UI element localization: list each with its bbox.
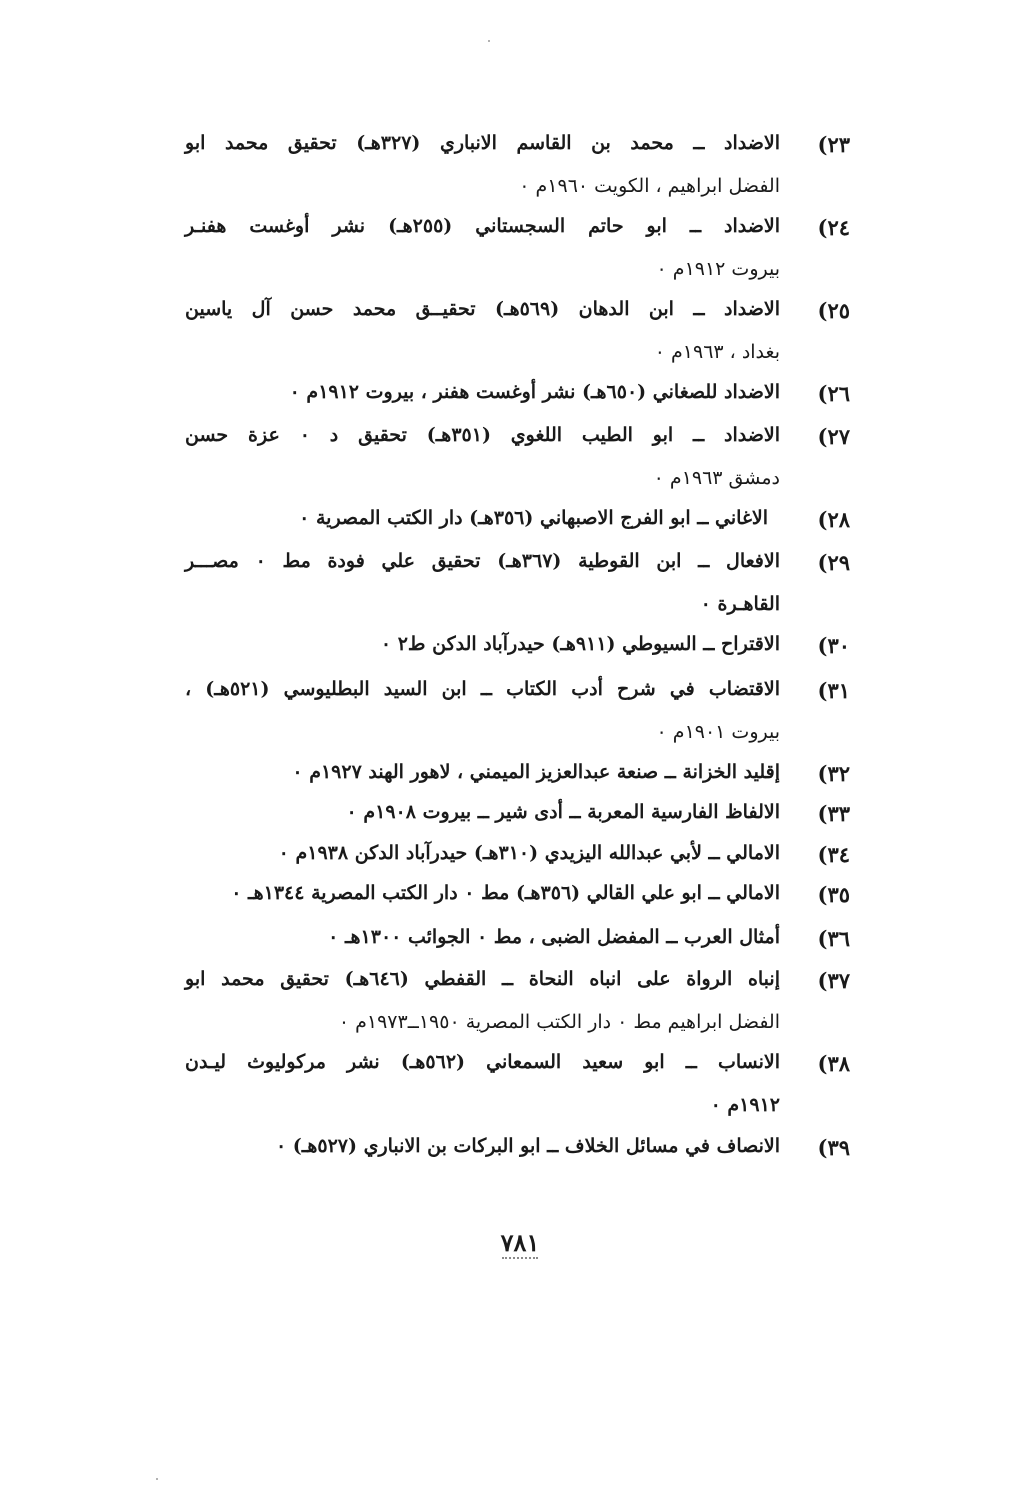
entry-line: الفضل ابراهيم مط ٠ دار الكتب المصرية ١٩٥٠ــ١٩٧٣م ٠ <box>338 1011 780 1033</box>
bibliography-entry <box>185 838 850 874</box>
entry-number: ٣٩) <box>817 1135 850 1160</box>
entry-line: الاضداد ــ محمد بن القاسم الانباري (٣٢٧هـ) تحقيق محمد ابو <box>185 132 780 154</box>
bibliography-entry <box>185 964 850 1044</box>
bibliography-entry <box>185 420 850 500</box>
entry-number: ٣٨) <box>817 1051 850 1076</box>
entry-line: دمشق ١٩٦٣م ٠ <box>653 467 780 489</box>
entry-number: ٢٩) <box>817 550 850 575</box>
entry-line: الاقتضاب في شرح أدب الكتاب ــ ابن السيد البطليوسي (٥٢١هـ) ، <box>185 678 780 700</box>
entry-line: الالفاظ الفارسية المعربة ــ أدى شير ــ بيروت ١٩٠٨م ٠ <box>346 801 780 823</box>
bibliography-entry <box>185 503 850 539</box>
entry-line: الاغاني ــ ابو الفرج الاصبهاني (٣٥٦هـ) دار الكتب المصرية ٠ <box>299 507 768 529</box>
bibliography-entry <box>185 211 850 291</box>
entry-line: الانصاف في مسائل الخلاف ــ ابو البركات بن الانباري (٥٢٧هـ) ٠ <box>275 1135 780 1157</box>
page-number-ornament <box>502 1257 538 1271</box>
entry-number: ٢٤) <box>817 215 850 240</box>
entry-number: ٣٤) <box>817 842 850 867</box>
scan-speck <box>488 40 490 42</box>
bibliography-entry <box>185 674 850 754</box>
entry-line: الفضل ابراهيم ، الكويت ١٩٦٠م ٠ <box>519 175 780 197</box>
entry-line: الاضداد للصغاني (٦٥٠هـ) نشر أوغست هفنر ، بيروت ١٩١٢م ٠ <box>289 381 780 403</box>
entry-line: بيروت ١٩٠١م ٠ <box>656 721 780 743</box>
scan-speck <box>156 1478 158 1480</box>
entry-number: ٢٨) <box>817 507 850 532</box>
bibliography-entry <box>185 878 850 914</box>
entry-line: بغداد ، ١٩٦٣م ٠ <box>654 341 780 363</box>
bibliography-entry <box>185 546 850 626</box>
page-number: ٧٨١ <box>500 1228 540 1257</box>
bibliography-entry <box>185 922 850 958</box>
entry-number: ٢٥) <box>817 298 850 323</box>
entry-line: الاضداد ــ ابو حاتم السجستاني (٢٥٥هـ) نشر أوغست هفنـر <box>185 215 780 237</box>
entry-line: القاهـرة ٠ <box>700 593 780 615</box>
entry-number: ٣٦) <box>817 926 850 951</box>
bibliography-entry <box>185 377 850 413</box>
entry-line: الامالي ــ ابو علي القالي (٣٥٦هـ) مط ٠ دار الكتب المصرية ١٣٤٤هـ ٠ <box>231 882 780 904</box>
entry-number: ٣٢) <box>817 761 850 786</box>
entry-line: الامالي ــ لأبي عبدالله اليزيدي (٣١٠هـ) حيدرآباد الدكن ١٩٣٨م ٠ <box>278 842 780 864</box>
entry-line: الاضداد ــ ابو الطيب اللغوي (٣٥١هـ) تحقيق د ٠ عزة حسن <box>185 424 781 446</box>
entry-number: ٢٣) <box>817 132 850 157</box>
bibliography-entry <box>185 757 850 793</box>
bibliography-entry <box>185 294 850 374</box>
entry-number: ٣٠) <box>817 633 850 658</box>
bibliography-entry <box>185 128 850 208</box>
bibliography-entry <box>185 1131 850 1167</box>
entry-line: بيروت ١٩١٢م ٠ <box>656 258 780 280</box>
entry-number: ٣٧) <box>817 968 850 993</box>
entry-number: ٢٧) <box>817 424 850 449</box>
entry-number: ٣٥) <box>817 882 850 907</box>
entry-line: الاضداد ــ ابن الدهان (٥٦٩هـ) تحقيــق محمد حسن آل ياسين <box>185 298 780 320</box>
bibliography-entry <box>185 1047 850 1127</box>
entry-line: الاقتراح ــ السيوطي (٩١١هـ) حيدرآباد الدكن ط٢ ٠ <box>380 633 780 655</box>
entry-number: ٣٣) <box>817 801 850 826</box>
entry-line: أمثال العرب ــ المفضل الضبى ، مط ٠ الجوائب ١٣٠٠هـ ٠ <box>328 926 780 948</box>
entry-number: ٣١) <box>817 678 850 703</box>
entry-line: إقليد الخزانة ــ صنعة عبدالعزيز الميمني ، لاهور الهند ١٩٢٧م ٠ <box>292 761 780 783</box>
entry-line: الانساب ــ ابو سعيد السمعاني (٥٦٢هـ) نشر مركوليوث ليـدن <box>185 1051 781 1073</box>
entry-line: الافعال ــ ابن القوطية (٣٦٧هـ) تحقيق علي فودة مط ٠ مصـــر <box>185 550 780 572</box>
entry-line: إنباه الرواة على انباه النحاة ــ القفطي (٦٤٦هـ) تحقيق محمد ابو <box>185 968 780 990</box>
bibliography-entry <box>185 629 850 665</box>
entry-number: ٢٦) <box>817 381 850 406</box>
bibliography-entry <box>185 797 850 833</box>
entry-line: ١٩١٢م ٠ <box>710 1094 780 1116</box>
